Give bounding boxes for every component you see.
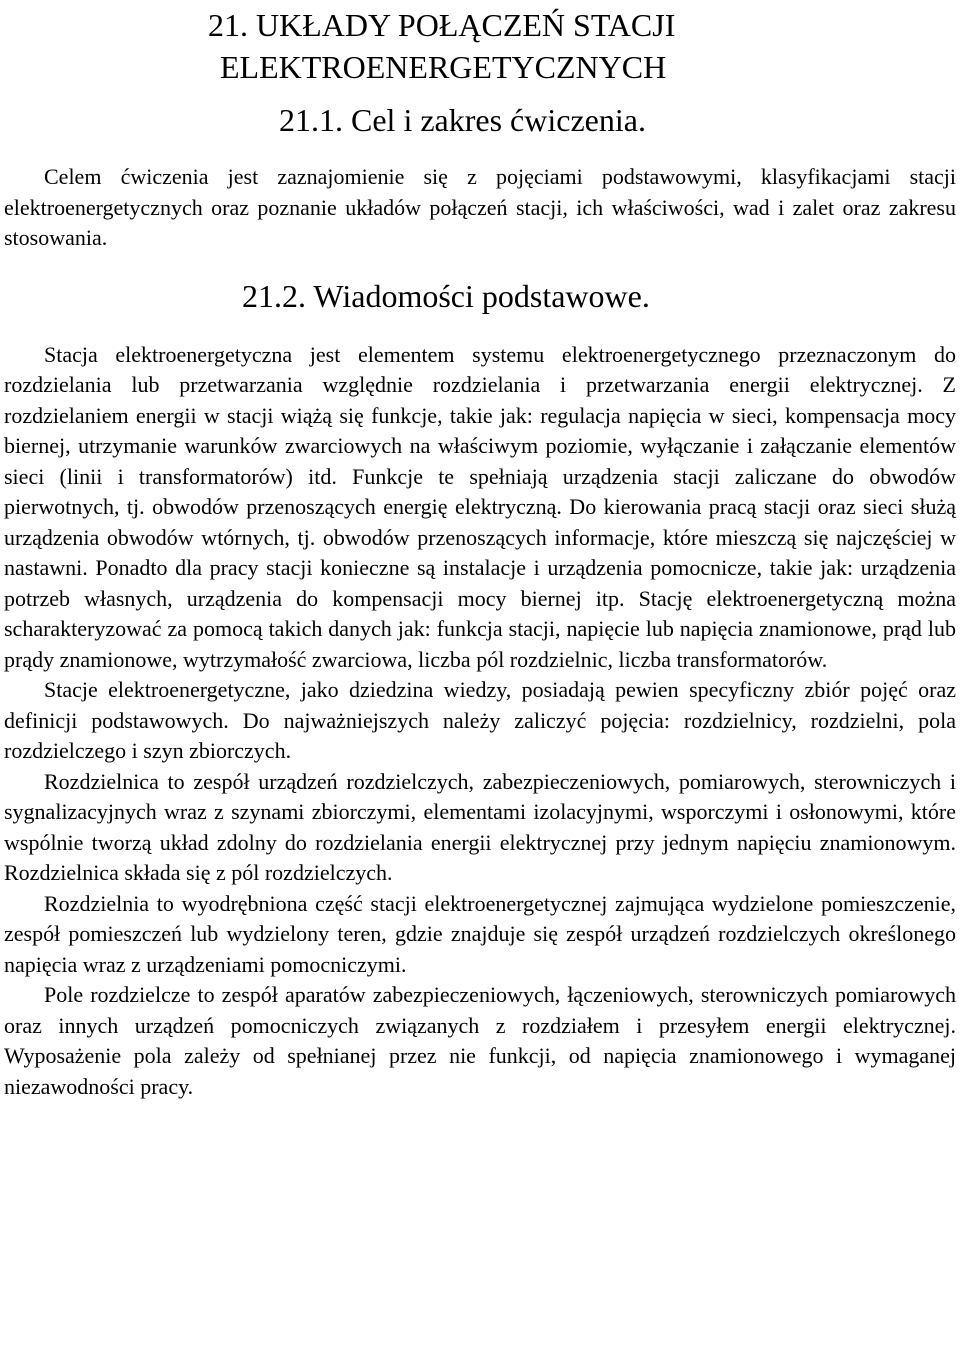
paragraph-station-definition: Stacja elektroenergetyczna jest elementem systemu elektroenergetycznego przeznaczonym do rozdzielania lub przetwarzania względnie rozdzielania i przetwarzania energii elektrycznej. Z rozdzielaniem energii w stacji wiążą się funkcje, takie jak: regulacja napięcia w sieci, kompensacja mocy biernej, utrzymanie warunków zwarciowych na właściwym poziomie, wyłączanie i załączanie elementów sieci (linii i transformatorów) itd. Funkcje te spełniają urządzenia stacji zaliczane do obwodów pierwotnych, tj. obwodów przenoszących energię elektryczną. Do kierowania pracą stacji oraz sieci służą urządzenia obwodów wtórnych, tj. obwodów przenoszących informacje, które mieszczą się najczęściej w nastawni. Ponadto dla pracy stacji konieczne są instalacje i urządzenia pomocnicze, takie jak: urządzenia potrzeb własnych, urządzenia do kompensacji mocy biernej itp. Stację elektroenergetyczną można scharakteryzować za pomocą takich danych jak: funkcja stacji, napięcie lub napięcia znamionowe, prąd lub prądy znamionowe, wytrzymałość zwarciowa, liczba pól rozdzielnic, liczba transformatorów.: [4, 341, 956, 672]
section-heading-basics: 21.2. Wiadomości podstawowe.: [242, 277, 650, 314]
title-line-1: 21. UKŁADY POŁĄCZEŃ STACJI: [208, 7, 676, 43]
paragraph-switchgear: Rozdzielnica to zespół urządzeń rozdzielczych, zabezpieczeniowych, pomiarowych, sterowniczych i sygnalizacyjnych wraz z szynami zbiorczymi, elementami izolacyjnymi, wsporczymi i osłonowymi, które wspólnie tworzą układ zdolny do rozdzielania energii elektrycznej przy jednym napięciu znamionowym. Rozdzielnica składa się z pól rozdzielczych.: [4, 768, 956, 885]
title-line-2: ELEKTROENERGETYCZNYCH: [220, 49, 667, 85]
document-title: [4, 0, 956, 88]
section-heading-goal: 21.1. Cel i zakres ćwiczenia.: [279, 102, 646, 138]
paragraph-bay: Pole rozdzielcze to zespół aparatów zabezpieczeniowych, łączeniowych, sterowniczych pomiarowych oraz innych urządzeń pomocniczych związanych z rozdziałem i przesyłem energii elektrycznej. Wyposażenie pola zależy od spełnianej przez nie funkcji, od napięcia znamionowego i wymaganej niezawodności pracy.: [4, 982, 956, 1099]
paragraph-concepts: Stacje elektroenergetyczne, jako dziedzina wiedzy, posiadają pewien specyficzny zbiór pojęć oraz definicji podstawowych. Do najważniejszych należy zaliczyć pojęcia: rozdzielnicy, rozdzielni, pola rozdzielczego i szyn zbiorczych.: [4, 677, 956, 763]
goal-paragraph: Celem ćwiczenia jest zaznajomienie się z pojęciami podstawowymi, klasyfikacjami stacji elektroenergetycznych oraz poznanie układów połączeń stacji, ich właściwości, wad i zalet oraz zakresu stosowania.: [4, 164, 956, 250]
paragraph-substation-room: Rozdzielnia to wyodrębniona część stacji elektroenergetycznej zajmująca wydzielone pomieszczenie, zespół pomieszczeń lub wydzielony teren, gdzie znajduje się zespół urządzeń rozdzielczych określonego napięcia wraz z urządzeniami pomocniczymi.: [4, 890, 956, 977]
